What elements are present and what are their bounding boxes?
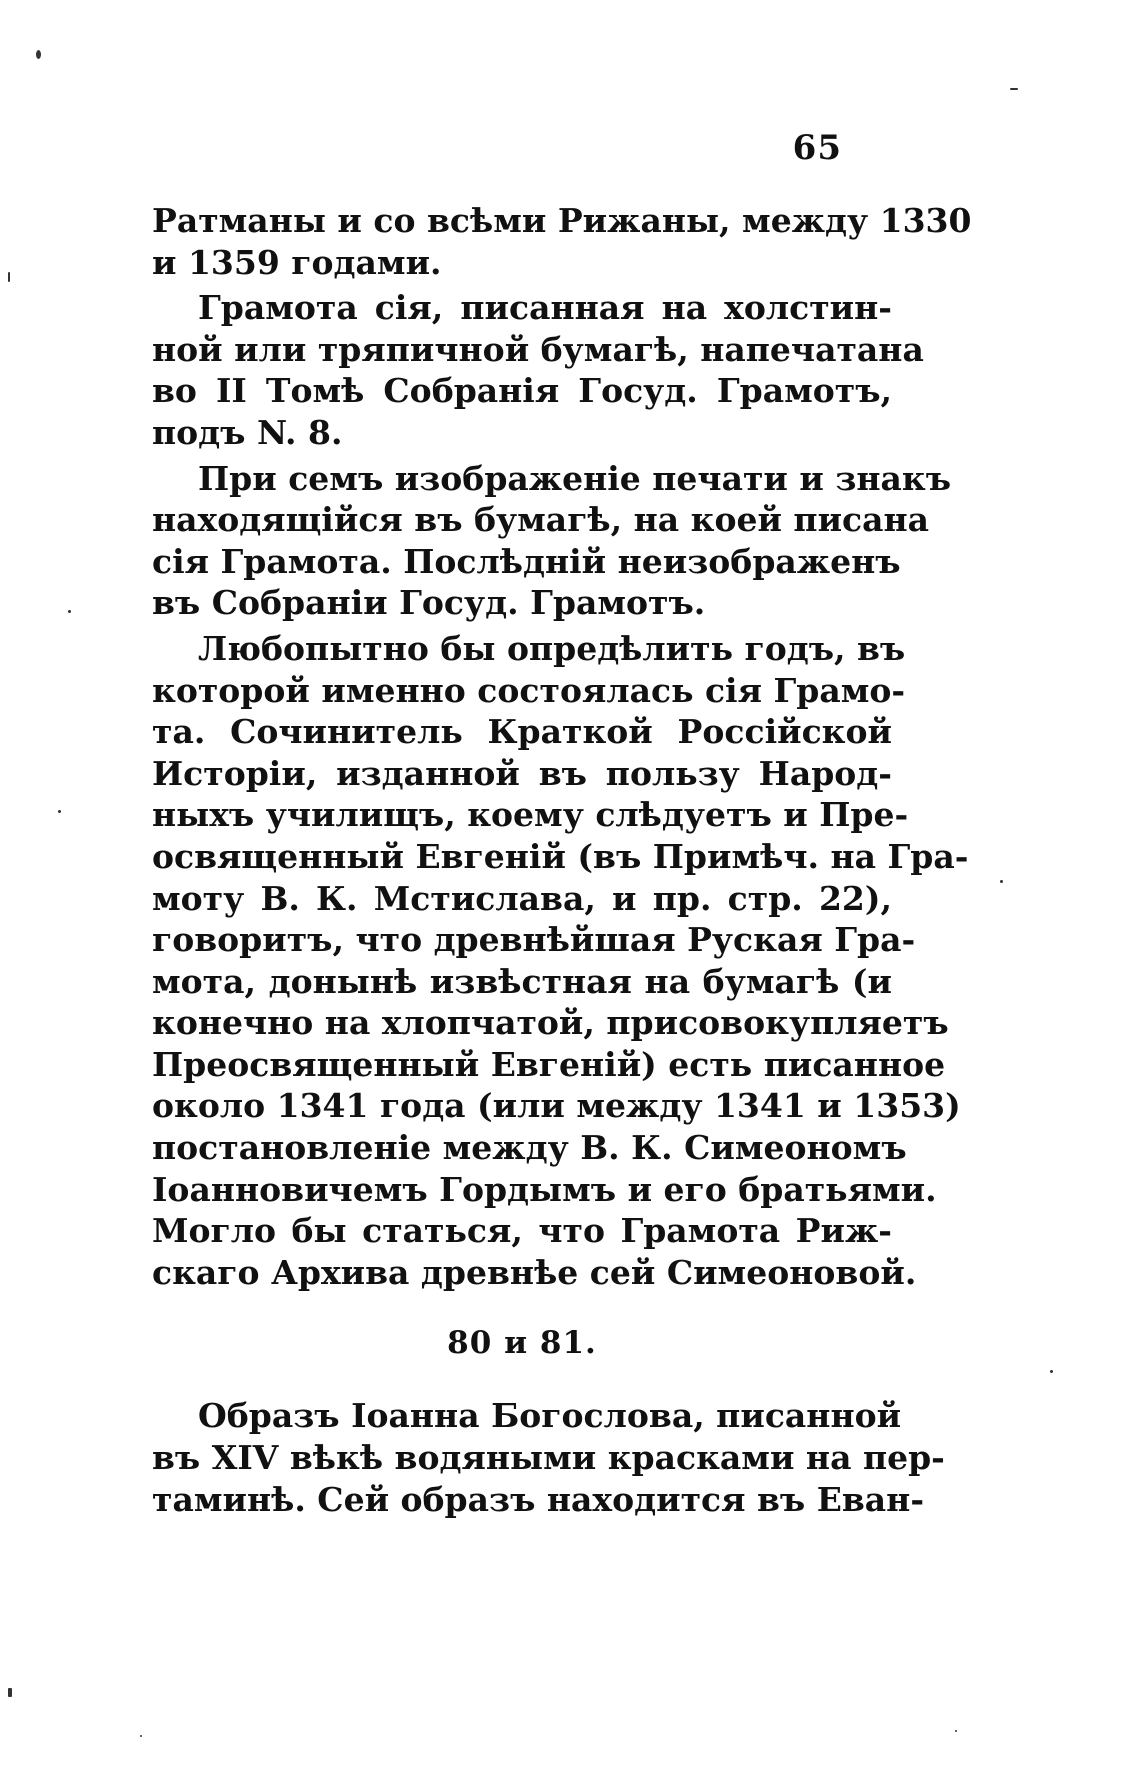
text-line: въ XIV вѣкѣ водяными красками на пер- [152,1438,945,1478]
text-line: подъ N. 8. [152,412,343,452]
scan-speck [1010,88,1018,90]
text-line: около 1341 года (или между 1341 и 1353) [152,1086,961,1126]
section-heading: 80 и 81. [447,1325,597,1362]
text-line: ныхъ училищъ, коему слѣдуетъ и Пре- [152,795,909,835]
text-line: въ Собраніи Госуд. Грамотъ. [152,583,706,623]
text-line: и 1359 годами. [152,242,442,282]
page-number: 65 [792,128,842,168]
text-line: сія Грамота. Послѣдній неизображенъ [152,541,901,581]
text-line: Грамота сія, писанная на холстин- [198,288,892,328]
text-line: Образъ Іоанна Богослова, писанной [198,1396,902,1436]
text-line: постановленіе между В. К. Симеономъ [152,1128,907,1168]
text-line: конечно на хлопчатой, присовокупляетъ [152,1003,949,1043]
text-line: Ратманы и со всѣми Рижаны, между 1330 [152,201,972,240]
text-line: При семъ изображеніе печати и знакъ [198,458,952,498]
text-line: Могло бы статься, что Грамота Риж- [152,1211,892,1251]
scan-speck [68,610,71,613]
scan-speck [1000,880,1003,883]
text-line: Исторіи, изданной въ пользу Народ- [152,753,892,793]
scan-speck [8,272,10,282]
text-line: мота, донынѣ извѣстная на бумагѣ (и [152,961,892,1001]
text-line: находящійся въ бумагѣ, на коей писана [152,500,930,540]
text-line: говоритъ, что древнѣйшая Руская Гра- [152,920,916,960]
text-line: Іоанновичемъ Гордымъ и его братьями. [152,1169,937,1209]
scan-speck [58,810,61,813]
text-line: таминѣ. Сей образъ находится въ Еван- [152,1479,925,1519]
text-line: во II Томѣ Собранія Госуд. Грамотъ, [152,371,892,411]
text-line: Любопытно бы опредѣлить годъ, въ [198,628,906,668]
scan-speck [1050,1370,1053,1373]
scan-speck [36,50,41,59]
body-text [152,200,972,1520]
scan-speck [955,1730,957,1732]
text-line: скаго Архива древнѣе сей Симеоновой. [152,1252,917,1292]
text-line: освященный Евгеній (въ Примѣч. на Гра- [152,836,969,876]
scan-speck [8,1688,12,1697]
scan-speck [140,1735,142,1737]
text-line: которой именно состоялась сія Грамо- [152,670,906,710]
text-line: та. Сочинитель Краткой Россійской [152,712,892,752]
text-line: ной или тряпичной бумагѣ, напечатана [152,329,924,369]
text-line: моту В. К. Мстислава, и пр. стр. 22), [152,878,892,918]
text-line: Преосвященный Евгеній) есть писанное [152,1044,946,1084]
